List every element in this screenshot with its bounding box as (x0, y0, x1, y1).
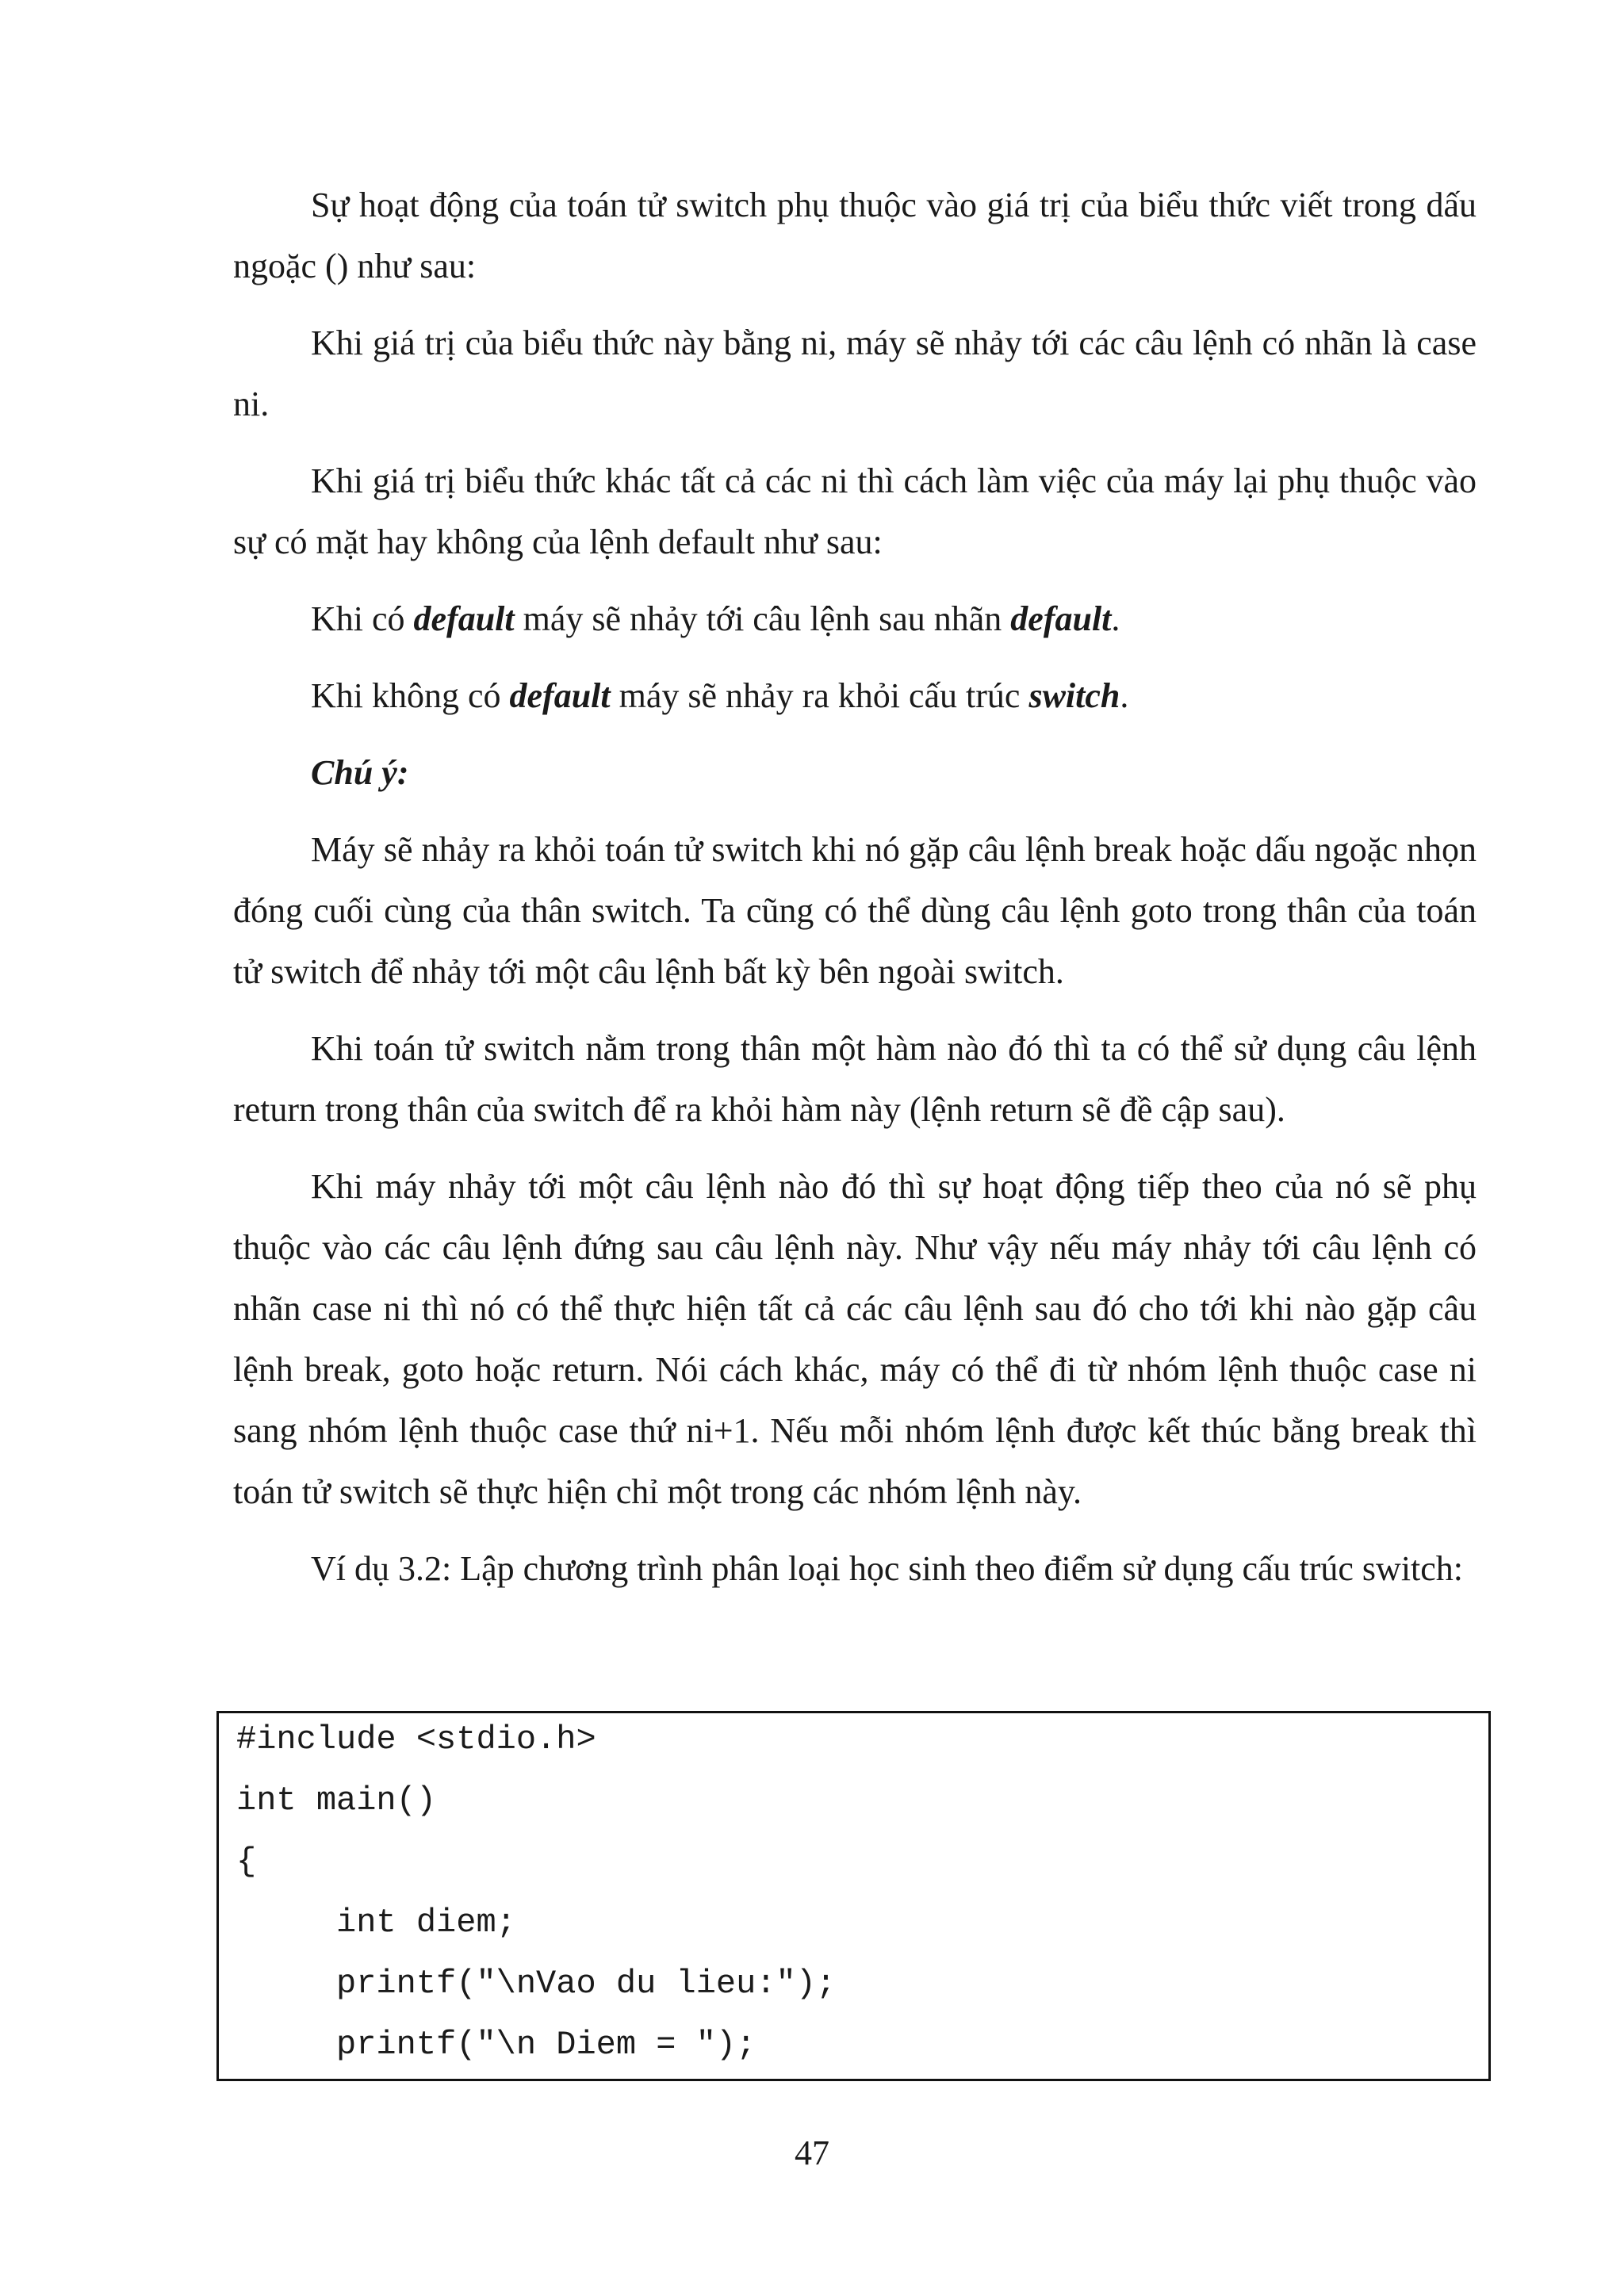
keyword-default: default (509, 676, 611, 715)
code-line: printf("\nVao du lieu:"); (236, 1965, 837, 2003)
paragraph-no-match: Khi giá trị biểu thức khác tất cả các ni thì cách làm việc của máy lại phụ thuộc vào sự có mặt hay không của lệnh default như sau: (233, 461, 1477, 561)
paragraph-switch-operation: Sự hoạt động của toán tử switch phụ thuộc vào giá trị của biểu thức viết trong dấu ngoặc () như sau: (233, 186, 1477, 285)
text-run: . (1111, 599, 1120, 638)
code-line: int diem; (236, 1904, 516, 1942)
paragraph-return-exit: Khi toán tử switch nằm trong thân một hàm nào đó thì ta có thể sử dụng câu lệnh return trong thân của switch để ra khỏi hàm này (lệnh return sẽ đề cập sau). (233, 1029, 1477, 1129)
text-run: Khi có (311, 599, 414, 638)
keyword-default: default (413, 599, 515, 638)
code-line: { (236, 1843, 257, 1881)
text-run: Khi không có (311, 676, 510, 715)
paragraph-example-title: Ví dụ 3.2: Lập chương trình phân loại học sinh theo điểm sử dụng cấu trúc switch: (311, 1549, 1464, 1588)
paragraph-with-default (233, 588, 1477, 649)
keyword-default: default (1010, 599, 1112, 638)
paragraph-case-match: Khi giá trị của biểu thức này bằng ni, máy sẽ nhảy tới các câu lệnh có nhãn là case ni. (233, 323, 1477, 423)
paragraph-fallthrough: Khi máy nhảy tới một câu lệnh nào đó thì sự hoạt động tiếp theo của nó sẽ phụ thuộc vào các câu lệnh đứng sau câu lệnh này. Như vậy nếu máy nhảy tới câu lệnh có nhãn case ni thì nó có thể thực hiện tất cả các câu lệnh sau đó cho tới khi nào gặp câu lệnh break, goto hoặc return. Nói cách khác, máy có thể đi từ nhóm lệnh thuộc case ni sang nhóm lệnh thuộc case thứ ni+1. Nếu mỗi nhóm lệnh được kết thúc bằng break thì toán tử switch sẽ thực hiện chỉ một trong các nhóm lệnh này. (233, 1167, 1477, 1511)
text-run: . (1120, 676, 1129, 715)
code-listing (216, 1711, 1491, 2081)
note-heading: Chú ý: (311, 753, 409, 792)
code-line: printf("\n Diem = "); (236, 2026, 756, 2064)
page-number: 47 (795, 2133, 829, 2172)
paragraph-break-exit: Máy sẽ nhảy ra khỏi toán tử switch khi nó gặp câu lệnh break hoặc dấu ngoặc nhọn đóng cuối cùng của thân switch. Ta cũng có thể dùng câu lệnh goto trong thân của toán tử switch để nhảy tới một câu lệnh bất kỳ bên ngoài switch. (233, 830, 1477, 991)
code-line: int main() (236, 1781, 437, 1820)
body-text (233, 174, 1477, 1615)
keyword-switch: switch (1028, 676, 1120, 715)
code-line: #include <stdio.h> (236, 1720, 596, 1758)
text-run: máy sẽ nhảy ra khỏi cấu trúc (610, 676, 1029, 715)
paragraph-without-default (233, 665, 1477, 726)
text-run: máy sẽ nhảy tới câu lệnh sau nhãn (514, 599, 1011, 638)
